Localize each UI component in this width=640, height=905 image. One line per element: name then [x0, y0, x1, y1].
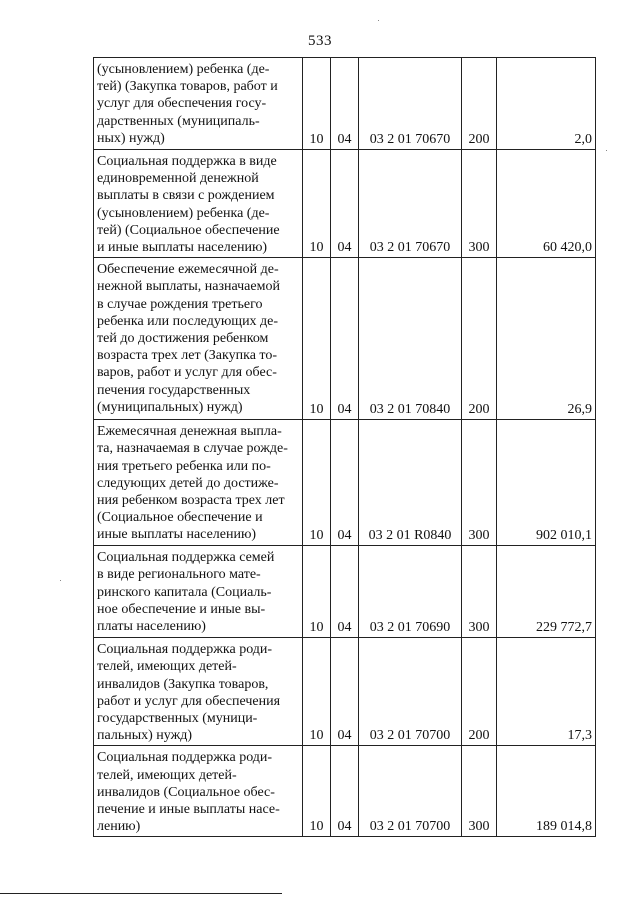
target-article-code: 03 2 01 R0840	[359, 420, 462, 546]
row-description: Ежемесячная денежная выпла- та, назначаемая в случае рожде- ния третьего ребенка или по- следующих детей до достиже- ния ребенком возраста трех лет (Социальное обеспечение и иные выплаты населению)	[94, 420, 303, 546]
amount-value: 60 420,0	[497, 150, 596, 258]
subsection-code: 04	[331, 638, 359, 746]
table-row	[94, 546, 596, 638]
target-article-code: 03 2 01 70690	[359, 546, 462, 638]
section-code: 10	[303, 746, 331, 837]
scan-speck	[378, 20, 379, 21]
amount-value: 902 010,1	[497, 420, 596, 546]
table-row	[94, 58, 596, 150]
subsection-code: 04	[331, 58, 359, 150]
expense-type-code: 200	[462, 638, 497, 746]
section-code: 10	[303, 150, 331, 258]
section-code: 10	[303, 58, 331, 150]
amount-value: 17,3	[497, 638, 596, 746]
target-article-code: 03 2 01 70670	[359, 150, 462, 258]
scan-speck	[606, 150, 607, 151]
amount-value: 229 772,7	[497, 546, 596, 638]
page-number: 533	[308, 33, 332, 49]
row-description: Обеспечение ежемесячной де- нежной выплаты, назначаемой в случае рождения третьего ребенка или последующих де- тей до достижения ребенком возраста трех лет (Закупка то- варов, работ и услуг для обес- печения государственных (муниципальных) нужд)	[94, 258, 303, 420]
subsection-code: 04	[331, 258, 359, 420]
expense-type-code: 200	[462, 58, 497, 150]
section-code: 10	[303, 258, 331, 420]
expense-type-code: 300	[462, 546, 497, 638]
amount-value: 2,0	[497, 58, 596, 150]
amount-value: 189 014,8	[497, 746, 596, 837]
table-row	[94, 420, 596, 546]
target-article-code: 03 2 01 70700	[359, 638, 462, 746]
row-description: Социальная поддержка роди- телей, имеющих детей- инвалидов (Закупка товаров, работ и услуг для обеспечения государственных (муници- пальных) нужд)	[94, 638, 303, 746]
table-row	[94, 258, 596, 420]
subsection-code: 04	[331, 420, 359, 546]
target-article-code: 03 2 01 70700	[359, 746, 462, 837]
expense-type-code: 300	[462, 420, 497, 546]
table-row	[94, 150, 596, 258]
subsection-code: 04	[331, 150, 359, 258]
row-description: Социальная поддержка роди- телей, имеющих детей- инвалидов (Социальное обес- печение и иные выплаты насе- лению)	[94, 746, 303, 837]
table-row	[94, 638, 596, 746]
budget-table	[93, 57, 596, 837]
amount-value: 26,9	[497, 258, 596, 420]
section-code: 10	[303, 546, 331, 638]
subsection-code: 04	[331, 546, 359, 638]
scan-speck	[60, 580, 61, 581]
target-article-code: 03 2 01 70840	[359, 258, 462, 420]
expense-type-code: 200	[462, 258, 497, 420]
row-description: Социальная поддержка семей в виде регионального мате- ринского капитала (Социаль- ное обеспечение и иные вы- платы населению)	[94, 546, 303, 638]
table-row	[94, 746, 596, 837]
row-description: (усыновлением) ребенка (де- тей) (Закупка товаров, работ и услуг для обеспечения госу- дарственных (муниципаль- ных) нужд)	[94, 58, 303, 150]
target-article-code: 03 2 01 70670	[359, 58, 462, 150]
subsection-code: 04	[331, 746, 359, 837]
footer-rule	[0, 893, 282, 894]
section-code: 10	[303, 638, 331, 746]
expense-type-code: 300	[462, 150, 497, 258]
row-description: Социальная поддержка в виде единовременной денежной выплаты в связи с рождением (усыновлением) ребенка (де- тей) (Социальное обеспечение и иные выплаты населению)	[94, 150, 303, 258]
expense-type-code: 300	[462, 746, 497, 837]
section-code: 10	[303, 420, 331, 546]
